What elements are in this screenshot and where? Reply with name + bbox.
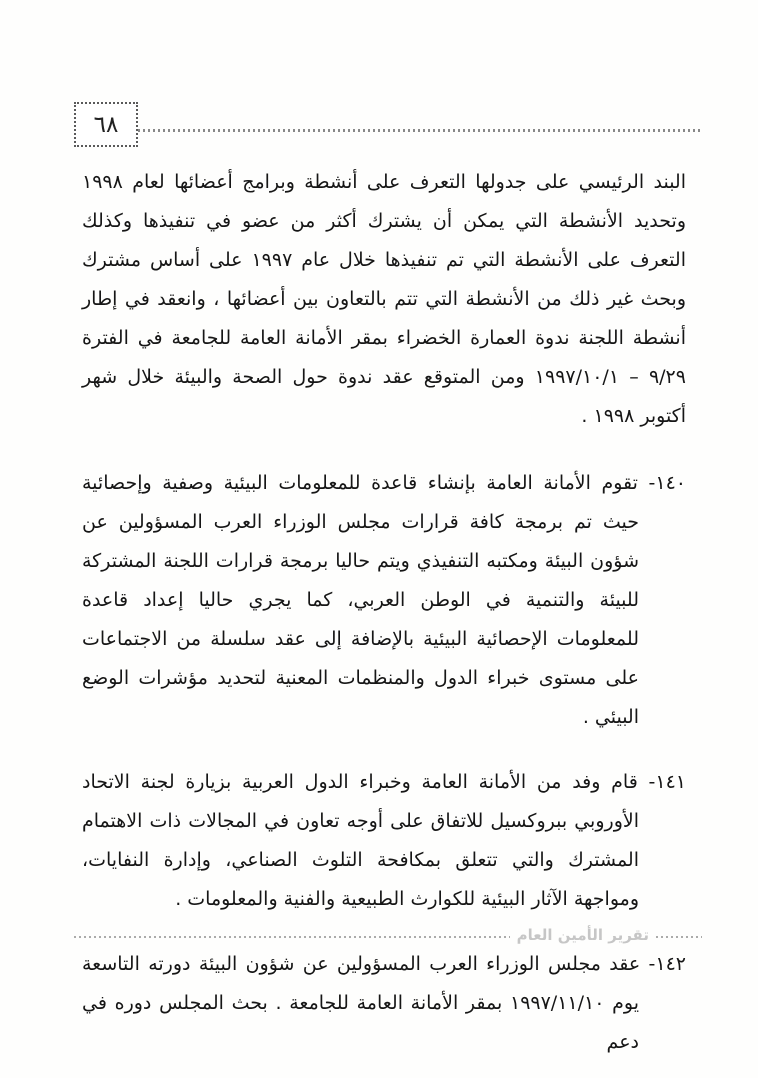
report-item-140	[82, 464, 686, 737]
footer-title: تقرير الأمين العام	[516, 926, 649, 944]
item-text: تقوم الأمانة العامة بإنشاء قاعدة للمعلومات البيئية وصفية وإحصائية حيث تم برمجة كافة قرارات مجلس الوزراء العرب المسؤولين عن شؤون البيئة ومكتبه التنفيذي ويتم حاليا برمجة قرارات اللجنة المشتركة للبيئة والتنمية في الوطن العربي، كما يجري حاليا إعداد قاعدة للمعلومات الإحصائية البيئية بالإضافة إلى عقد سلسلة من الاجتماعات على مستوى خبراء الدول والمنظمات المعنية لتحديد مؤشرات الوضع البيئي .	[82, 472, 639, 728]
footer-dotted-rule-right	[656, 936, 702, 938]
footer-dotted-rule-left	[74, 936, 510, 938]
intro-paragraph: البند الرئيسي على جدولها التعرف على أنشطة وبرامج أعضائها لعام ١٩٩٨ وتحديد الأنشطة التي يمكن أن يشترك أكثر من عضو في تنفيذها وكذلك التعرف على الأنشطة التي تم تنفيذها خلال عام ١٩٩٧ على أساس مشترك وبحث غير ذلك من الأنشطة التي تتم بالتعاون بين أعضائها ، وانعقد في إطار أنشطة اللجنة ندوة العمارة الخضراء بمقر الأمانة العامة للجامعة في الفترة ٩/٢٩ – ١٩٩٧/١٠/١ ومن المتوقع عقد ندوة حول الصحة والبيئة خلال شهر أكتوبر ١٩٩٨ .	[82, 171, 686, 427]
report-item-141	[82, 763, 686, 919]
page-number: ٦٨	[74, 102, 138, 147]
item-number: ١٤٠-	[648, 472, 686, 494]
item-text: قام وفد من الأمانة العامة وخبراء الدول العربية بزيارة لجنة الاتحاد الأوروبي ببروكسيل للاتفاق على أوجه تعاون في المجالات ذات الاهتمام المشترك والتي تتعلق بمكافحة التلوث الصناعي، وإدارة النفايات، ومواجهة الآثار البيئية للكوارث الطبيعية والفنية والمعلومات .	[82, 771, 639, 910]
item-number: ١٤٢-	[648, 953, 687, 975]
header-dotted-rule	[138, 129, 702, 132]
page-header	[74, 102, 702, 147]
item-text: عقد مجلس الوزراء العرب المسؤولين عن شؤون البيئة دورته التاسعة يوم ١٩٩٧/١١/١٠ بمقر الأمانة العامة للجامعة . بحث المجلس دوره في دعم	[82, 953, 641, 1053]
item-number: ١٤١-	[648, 771, 686, 793]
report-item-142	[82, 945, 686, 1062]
page-footer	[74, 926, 702, 944]
